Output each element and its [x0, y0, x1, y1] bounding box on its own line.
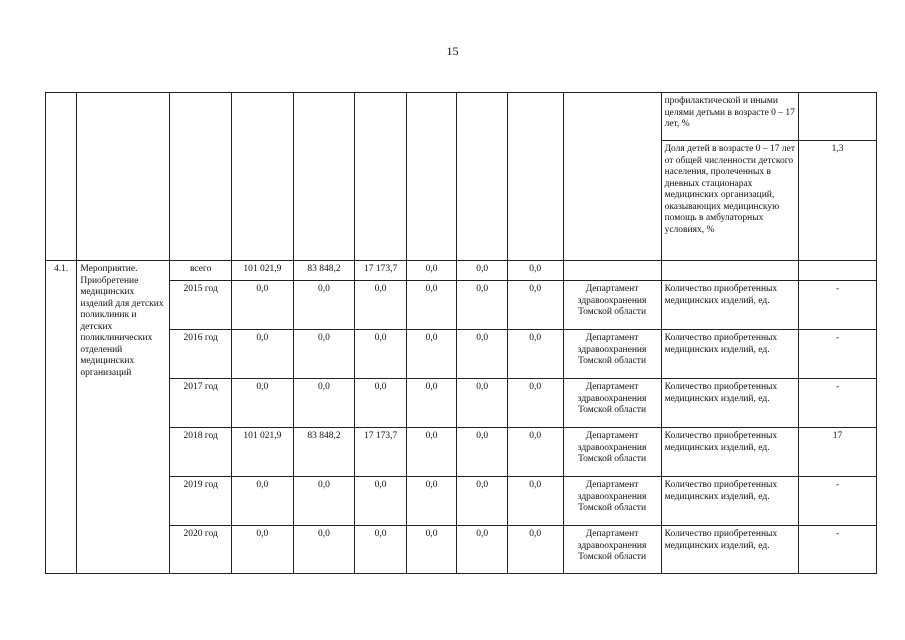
- value-cell: 0,0: [406, 477, 457, 526]
- executor-cell: Департамент здравоохранения Томской области: [563, 330, 661, 379]
- executor-cell: Департамент здравоохранения Томской области: [563, 526, 661, 574]
- value-cell: 83 848,2: [293, 261, 355, 281]
- value-cell: 0,0: [457, 477, 508, 526]
- target-value: 17: [799, 428, 877, 477]
- table-row: [46, 281, 877, 330]
- value-cell: 0,0: [507, 281, 563, 330]
- period-cell: 2018 год: [170, 428, 232, 477]
- value-cell: 0,0: [406, 330, 457, 379]
- value-cell: 0,0: [293, 379, 355, 428]
- table-row: [46, 428, 877, 477]
- value-cell: 0,0: [507, 261, 563, 281]
- value-cell: 0,0: [293, 281, 355, 330]
- value-cell: 0,0: [231, 477, 293, 526]
- value-cell: 0,0: [355, 281, 407, 330]
- value-cell: 83 848,2: [293, 428, 355, 477]
- value-cell: 0,0: [507, 330, 563, 379]
- table-row: [46, 477, 877, 526]
- value-cell: 0,0: [355, 330, 407, 379]
- target-value: -: [799, 281, 877, 330]
- value-cell: 101 021,9: [231, 428, 293, 477]
- executor-cell: Департамент здравоохранения Томской области: [563, 281, 661, 330]
- table-row-total: [46, 261, 877, 281]
- table-row: [46, 526, 877, 574]
- value-cell: 0,0: [406, 379, 457, 428]
- indicator-cell: Количество приобретенных медицинских изделий, ед.: [661, 379, 798, 428]
- period-cell: 2020 год: [170, 526, 232, 574]
- target-value: -: [799, 379, 877, 428]
- period-cell: 2019 год: [170, 477, 232, 526]
- value-cell: 17 173,7: [355, 261, 407, 281]
- indicator-cell: Количество приобретенных медицинских изделий, ед.: [661, 330, 798, 379]
- indicator-cell: Количество приобретенных медицинских изделий, ед.: [661, 526, 798, 574]
- period-cell: всего: [170, 261, 232, 281]
- value-cell: 0,0: [507, 379, 563, 428]
- indicator-cell: профилактической и иными целями детьми в возрасте 0 – 17 лет, %: [661, 93, 798, 141]
- indicator-value: [799, 93, 877, 141]
- indicator-cell: Количество приобретенных медицинских изделий, ед.: [661, 281, 798, 330]
- indicator-cell: Количество приобретенных медицинских изделий, ед.: [661, 477, 798, 526]
- period-cell: 2017 год: [170, 379, 232, 428]
- value-cell: 0,0: [293, 330, 355, 379]
- table-row: [46, 379, 877, 428]
- period-cell: 2016 год: [170, 330, 232, 379]
- value-cell: 0,0: [231, 526, 293, 574]
- value-cell: 0,0: [355, 477, 407, 526]
- value-cell: 0,0: [231, 330, 293, 379]
- target-value: -: [799, 330, 877, 379]
- indicator-cell: Доля детей в возрасте 0 – 17 лет от общей численности детского населения, пролеченных в дневных стационарах медицинских организаций, оказывающих медицинскую помощь в амбулаторных условиях, %: [661, 141, 798, 261]
- indicator-cell: Количество приобретенных медицинских изделий, ед.: [661, 428, 798, 477]
- table-row: [46, 330, 877, 379]
- value-cell: 0,0: [406, 281, 457, 330]
- value-cell: 0,0: [457, 261, 508, 281]
- continuation-row: [46, 93, 877, 141]
- activity-number: 4.1.: [46, 261, 77, 574]
- period-cell: 2015 год: [170, 281, 232, 330]
- executor-cell: Департамент здравоохранения Томской области: [563, 477, 661, 526]
- value-cell: 101 021,9: [231, 261, 293, 281]
- value-cell: 0,0: [406, 261, 457, 281]
- value-cell: 0,0: [457, 281, 508, 330]
- program-table: [45, 92, 877, 574]
- indicator-value: 1,3: [799, 141, 877, 261]
- value-cell: 0,0: [355, 379, 407, 428]
- value-cell: 0,0: [231, 281, 293, 330]
- value-cell: 0,0: [507, 428, 563, 477]
- value-cell: 0,0: [406, 526, 457, 574]
- value-cell: 0,0: [406, 428, 457, 477]
- value-cell: 0,0: [457, 379, 508, 428]
- target-value: -: [799, 526, 877, 574]
- value-cell: 0,0: [231, 379, 293, 428]
- executor-cell: Департамент здравоохранения Томской области: [563, 428, 661, 477]
- value-cell: 0,0: [293, 477, 355, 526]
- value-cell: 0,0: [293, 526, 355, 574]
- value-cell: 0,0: [457, 330, 508, 379]
- value-cell: 0,0: [507, 477, 563, 526]
- target-value: -: [799, 477, 877, 526]
- executor-cell: Департамент здравоохранения Томской области: [563, 379, 661, 428]
- value-cell: 0,0: [355, 526, 407, 574]
- value-cell: 0,0: [457, 428, 508, 477]
- value-cell: 0,0: [507, 526, 563, 574]
- value-cell: 17 173,7: [355, 428, 407, 477]
- value-cell: 0,0: [457, 526, 508, 574]
- page-number: 15: [446, 44, 459, 58]
- activity-name: Мероприятие. Приобретение медицинских изделий для детских поликлиник и детских поликлинических отделений медицинских организаций: [77, 261, 170, 574]
